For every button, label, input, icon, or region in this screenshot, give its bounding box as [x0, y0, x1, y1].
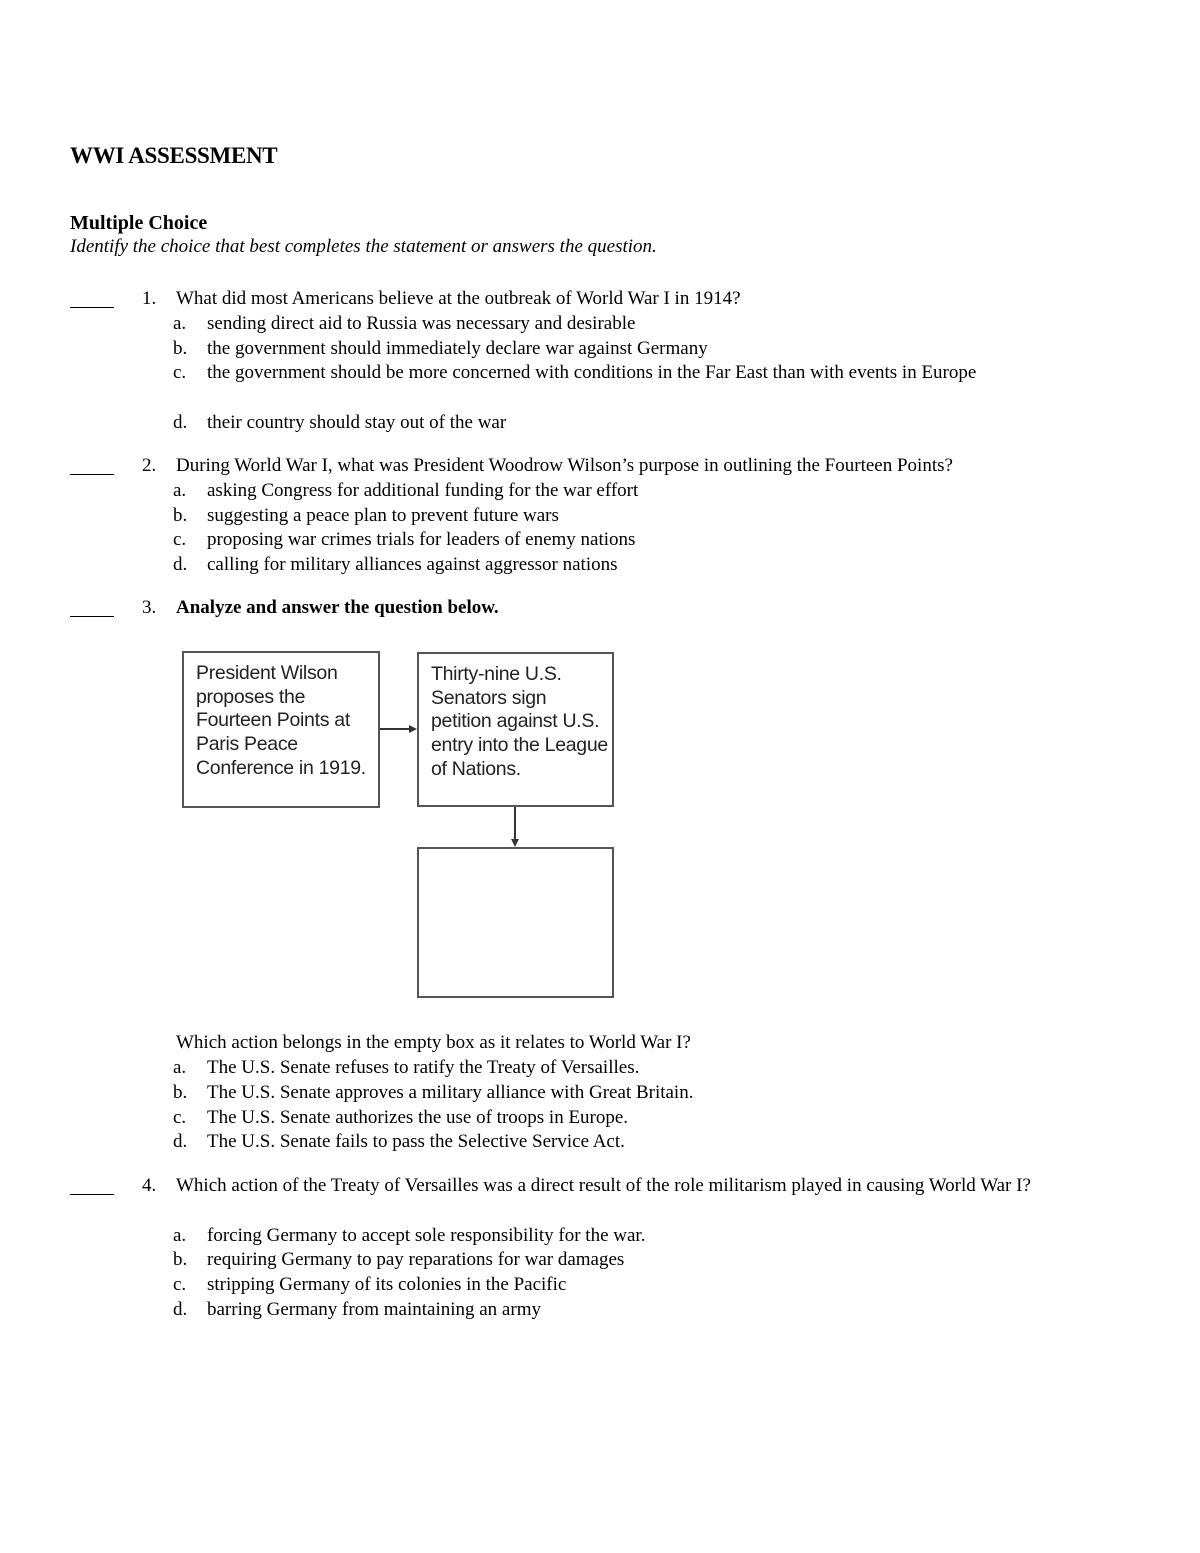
- choice-d: [0, 411, 1200, 436]
- choice-a: [0, 479, 1200, 504]
- choice-letter: c.: [173, 529, 187, 551]
- choice-list: [0, 1224, 1200, 1323]
- choice-text: sending direct aid to Russia was necessary and desirable: [207, 312, 636, 334]
- choice-text: barring Germany from maintaining an army: [207, 1298, 541, 1320]
- choice-text: the government should immediately declare war against Germany: [207, 337, 708, 359]
- choice-list: [0, 312, 1200, 436]
- choice-text: The U.S. Senate refuses to ratify the Treaty of Versailles.: [207, 1057, 640, 1078]
- choice-c: [0, 1106, 1200, 1131]
- answer-blank[interactable]: [70, 1178, 114, 1195]
- flowchart-diagram: [176, 638, 626, 1003]
- choice-letter: d.: [173, 554, 188, 576]
- choice-text: asking Congress for additional funding for the war effort: [207, 479, 639, 501]
- question-3-stem: Which action belongs in the empty box as it relates to World War I?: [176, 1032, 691, 1053]
- choice-b: [0, 337, 1200, 362]
- choice-letter: c.: [173, 1274, 187, 1296]
- flowchart-arrows: [176, 638, 626, 1003]
- question-text: What did most Americans believe at the outbreak of World War I in 1914?: [176, 288, 741, 309]
- choice-d: [0, 1298, 1200, 1323]
- question-text: During World War I, what was President Woodrow Wilson’s purpose in outlining the Fourteen Points?: [176, 455, 953, 476]
- arrowhead-right: [409, 725, 417, 733]
- choice-text: their country should stay out of the war: [207, 411, 507, 433]
- choice-d: [0, 1130, 1200, 1155]
- question-number: 4.: [142, 1175, 157, 1196]
- choice-a: [0, 1224, 1200, 1249]
- choice-a: [0, 312, 1200, 337]
- choice-b: [0, 1248, 1200, 1273]
- answer-blank[interactable]: [70, 458, 114, 475]
- choice-text: the government should be more concerned with conditions in the Far East than with events in Europe: [207, 362, 977, 384]
- instructions-text: Identify the choice that best completes the statement or answers the question.: [70, 236, 657, 257]
- choice-text: calling for military alliances against aggressor nations: [207, 554, 618, 576]
- choice-letter: c.: [173, 1106, 187, 1128]
- choice-letter: a.: [173, 1224, 187, 1246]
- choice-text: The U.S. Senate approves a military alliance with Great Britain.: [207, 1081, 694, 1103]
- choice-text: requiring Germany to pay reparations for war damages: [207, 1249, 625, 1271]
- question-number: 2.: [142, 455, 157, 476]
- choice-c: [0, 1273, 1200, 1298]
- choice-letter: b.: [173, 504, 188, 526]
- section-heading: Multiple Choice: [70, 212, 208, 234]
- answer-blank[interactable]: [70, 600, 114, 617]
- choice-letter: b.: [173, 337, 188, 359]
- choice-text: stripping Germany of its colonies in the Pacific: [207, 1274, 567, 1296]
- choice-list: [0, 1056, 1200, 1155]
- question-number: 1.: [142, 288, 157, 309]
- flowchart-box-1-text: President Wilson proposes the Fourteen Points at Paris Peace Conference in 1919.: [196, 662, 366, 779]
- choice-letter: c.: [173, 362, 187, 384]
- choice-b: [0, 504, 1200, 529]
- flowchart-box-2-text: Thirty-nine U.S. Senators sign petition against U.S. entry into the League of Nations.: [431, 663, 608, 780]
- arrowhead-down: [511, 839, 519, 847]
- choice-c: [0, 361, 1200, 411]
- question-number: 3.: [142, 597, 157, 618]
- choice-letter: a.: [173, 479, 187, 501]
- choice-list: [0, 479, 1200, 578]
- choice-c: [0, 528, 1200, 553]
- choice-letter: d.: [173, 1298, 188, 1320]
- choice-letter: d.: [173, 411, 188, 433]
- choice-d: [0, 553, 1200, 578]
- choice-letter: a.: [173, 1057, 187, 1078]
- choice-letter: b.: [173, 1249, 188, 1271]
- choice-text: The U.S. Senate authorizes the use of troops in Europe.: [207, 1106, 629, 1128]
- question-text: Which action of the Treaty of Versailles was a direct result of the role militarism played in causing World War I?: [176, 1175, 1031, 1196]
- choice-text: proposing war crimes trials for leaders of enemy nations: [207, 529, 636, 551]
- choice-a: [0, 1056, 1200, 1081]
- choice-b: [0, 1081, 1200, 1106]
- choice-text: The U.S. Senate fails to pass the Selective Service Act.: [207, 1131, 625, 1153]
- choice-text: forcing Germany to accept sole responsibility for the war.: [207, 1224, 646, 1246]
- document-title: WWI ASSESSMENT: [70, 143, 278, 168]
- question-text: Analyze and answer the question below.: [176, 597, 499, 618]
- answer-blank[interactable]: [70, 291, 114, 308]
- choice-text: suggesting a peace plan to prevent future wars: [207, 504, 559, 526]
- choice-letter: b.: [173, 1081, 188, 1103]
- choice-letter: a.: [173, 312, 187, 334]
- choice-letter: d.: [173, 1131, 188, 1153]
